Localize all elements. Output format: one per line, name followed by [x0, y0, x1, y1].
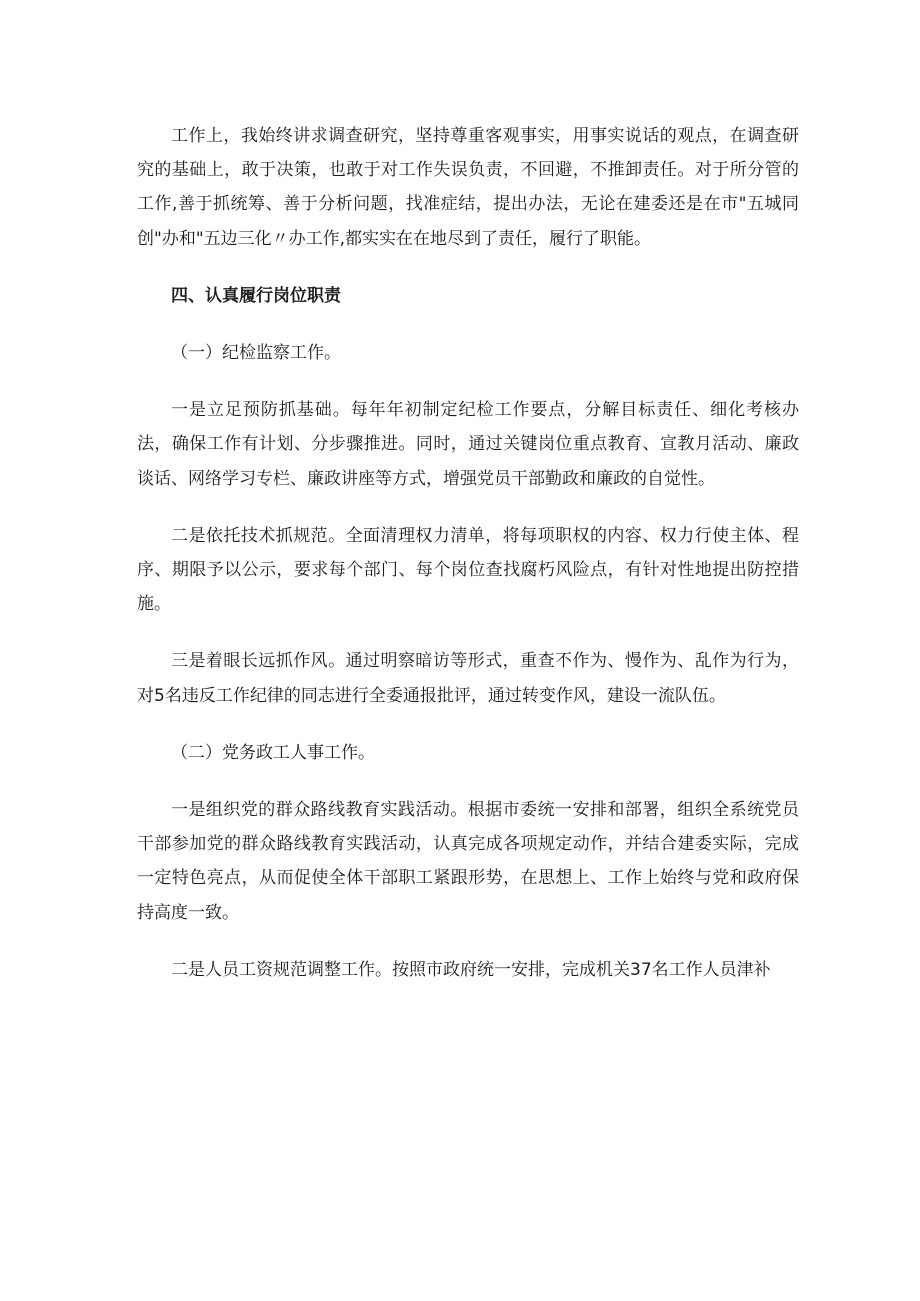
paragraph-prevention: 一是立足预防抓基础。每年年初制定纪检工作要点，分解目标责任、细化考核办法，确保工作有计划、分步骤推进。同时，通过关键岗位重点教育、宣教月活动、廉政谈话、网络学习专栏、廉政讲座等方式，增强党员干部勤政和廉政的自觉性。 [137, 400, 799, 489]
paragraph-work-style: 三是着眼长远抓作风。通过明察暗访等形式，重查不作为、慢作为、乱作为行为，对5名违反工作纪律的同志进行全委通报批评，通过转变作风，建设一流队伍。 [137, 651, 799, 706]
paragraph-salary-adjustment: 二是人员工资规范调整工作。按照市政府统一安排，完成机关37名工作人员津补 [171, 959, 771, 980]
paragraph-standards: 二是依托技术抓规范。全面清理权力清单，将每项职权的内容、权力行使主体、程序、期限予以公示，要求每个部门、每个岗位查找腐朽风险点，有针对性地提出防控措施。 [137, 525, 799, 615]
subheading-party-affairs: （二）党务政工人事工作。 [171, 742, 375, 763]
paragraph-responsibility: 工作上，我始终讲求调查研究，坚持尊重客观事实，用事实说话的观点，在调查研究的基础上，敢于决策，也敢于对工作失误负责，不回避，不推卸责任。对于所分管的工作,善于抓统筹、善于分析问题，找准症结，提出办法，无论在建委还是在市"五城同创"办和"五边三化〃办工作,都实实在在地尽到了责任，履行了职能。 [137, 126, 799, 249]
paragraph-mass-line-campaign: 一是组织党的群众路线教育实践活动。根据市委统一安排和部署，组织全系统党员干部参加党的群众路线教育实践活动，认真完成各项规定动作，并结合建委实际，完成一定特色亮点，从而促使全体干部职工紧跟形势，在思想上、工作上始终与党和政府保持高度一致。 [137, 800, 799, 923]
section-heading-duties: 四、认真履行岗位职责 [171, 285, 341, 306]
document-body [137, 119, 799, 1010]
subheading-discipline-inspection: （一）纪检监察工作。 [171, 343, 341, 364]
